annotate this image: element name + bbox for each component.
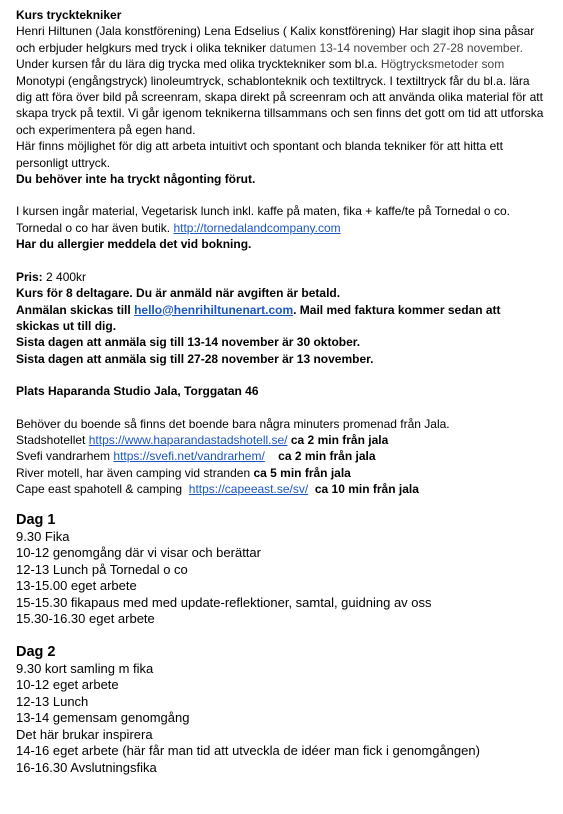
- schedule-item: Det här brukar inspirera: [16, 726, 153, 742]
- lodging-item: [16, 432, 547, 448]
- schedule-item: 12-13 Lunch på Tornedal o co: [16, 561, 188, 577]
- deadline-2: Sista dagen att anmäla sig till 27-28 november är 13 november.: [16, 351, 374, 366]
- lodging-distance: ca 2 min från jala: [278, 449, 376, 464]
- lodging-distance: ca 5 min från jala: [253, 465, 351, 480]
- schedule-item: 15.30-16.30 eget arbete: [16, 611, 155, 627]
- stadshotellet-link[interactable]: https://www.haparandastadshotell.se/: [88, 432, 288, 447]
- deadline-1: Sista dagen att anmäla sig till 13-14 november är 30 oktober.: [16, 335, 361, 350]
- schedule-item: 14-16 eget arbete (här får man tid att utveckla de idéer man fick i genomgången): [16, 743, 480, 759]
- lodging-item: [16, 481, 547, 497]
- intro-paragraph: [16, 23, 547, 56]
- lodging-distance: ca 10 min från jala: [314, 482, 419, 497]
- schedule-item: 13-14 gemensam genomgång: [16, 710, 190, 726]
- intro-text: Henri Hiltunen (Jala konstförening) Lena Edselius ( Kalix konstförening) Har slagit ihop sina påsar och erbjuder helgkurs med tryck i olika tekniker: [16, 24, 535, 55]
- schedule-item: 10-12 genomgång där vi visar och berättar: [16, 545, 261, 561]
- price-line: [16, 269, 547, 285]
- participants-note: Kurs för 8 deltagare. Du är anmäld när avgiften är betald.: [16, 286, 341, 301]
- signup-note: [16, 302, 547, 335]
- intuitive-paragraph: Här finns möjlighet för dig att arbeta intuitivt och spontant och blanda tekniker för att hitta ett personligt uttryck.: [16, 139, 503, 170]
- no-experience-note: Du behöver inte ha tryckt någonting förut.: [16, 172, 256, 187]
- day-1-schedule: [16, 512, 547, 628]
- allergy-note: Har du allergier meddela det vid bokning.: [16, 237, 252, 252]
- signup-text-a: Anmälan skickas till: [16, 302, 131, 317]
- schedule-item: 12-13 Lunch: [16, 693, 89, 709]
- schedule-item: 9.30 kort samling m fika: [16, 660, 154, 676]
- price-value: 2 400kr: [46, 269, 87, 284]
- day-2-heading: Dag 2: [16, 643, 56, 660]
- schedule-item: 13-15.00 eget arbete: [16, 578, 137, 594]
- lodging-item: [16, 448, 547, 464]
- signup-email-link[interactable]: hello@henrihiltunenart.com: [134, 302, 294, 317]
- techniques-text-a: Under kursen får du lära dig trycka med olika trycktekniker som bl.a.: [16, 57, 378, 72]
- schedule-item: 9.30 Fika: [16, 528, 70, 544]
- techniques-text-c: Monotypi (engångstryck) linoleumtryck, schablonteknik och textiltryck. I textiltryck får du bl.a. lära dig att föra över bild på screenram, skapa direkt på screenram och att använda olika material för att skapa tryck på textil. Vi går igenom teknikerna tillsammans och sen finns det gott om tid att utforska och experimentera på egen hand.: [16, 73, 544, 137]
- tornedal-link[interactable]: http://tornedalandcompany.com: [173, 220, 341, 235]
- intro-dates: datumen 13-14 november och 27-28 november.: [269, 40, 523, 55]
- signup-text-b: . Mail med faktura kommer sedan att skickas ut till dig.: [16, 302, 501, 333]
- included-paragraph: [16, 203, 547, 236]
- lodging-distance: ca 2 min från jala: [290, 432, 389, 447]
- lodging-name: Cape east spahotell & camping: [16, 482, 183, 497]
- price-label: Pris:: [16, 269, 43, 284]
- place-heading: Plats Haparanda Studio Jala, Torggatan 46: [16, 384, 259, 399]
- lodging-name: Svefi vandrarhem: [16, 449, 111, 464]
- techniques-paragraph: [16, 56, 547, 138]
- capeeast-link[interactable]: https://capeeast.se/sv/: [188, 482, 309, 497]
- lodging-intro: Behöver du boende så finns det boende bara några minuters promenad från Jala.: [16, 416, 450, 431]
- page-title: Kurs trycktekniker: [16, 8, 122, 22]
- lodging-name: River motell, har även camping vid stranden: [16, 465, 251, 480]
- schedule-item: 16-16.30 Avslutningsfika: [16, 759, 157, 775]
- schedule-item: 10-12 eget arbete: [16, 677, 119, 693]
- lodging-name: Stadshotellet: [16, 432, 86, 447]
- day-1-heading: Dag 1: [16, 511, 56, 528]
- schedule-item: 15-15.30 fikapaus med med update-reflektioner, samtal, guidning av oss: [16, 594, 432, 610]
- svefi-link[interactable]: https://svefi.net/vandrarhem/: [113, 449, 265, 464]
- lodging-item: [16, 465, 547, 481]
- techniques-text-b: Högtrycksmetoder som: [380, 57, 505, 72]
- included-text: I kursen ingår material, Vegetarisk lunch inkl. kaffe på maten, fika + kaffe/te på Tornedal o co. Tornedal o co har även butik.: [16, 204, 510, 235]
- day-2-schedule: [16, 644, 547, 777]
